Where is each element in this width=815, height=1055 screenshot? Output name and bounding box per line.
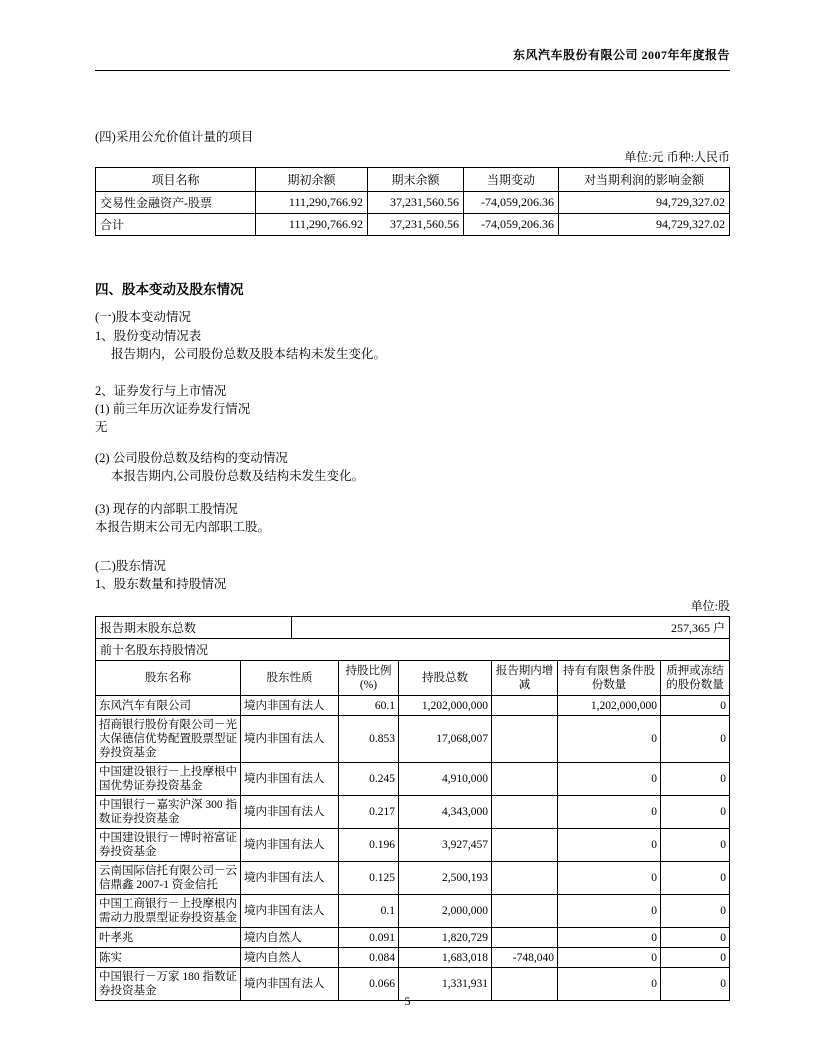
- cell-change: [492, 716, 558, 763]
- cell-closing-balance: 37,231,560.56: [368, 192, 464, 214]
- section-heading-share-changes: 四、股本变动及股东情况: [95, 282, 244, 297]
- shareholder-row: [96, 829, 730, 862]
- cell-change: [492, 895, 558, 928]
- shareholder-row: [96, 895, 730, 928]
- cell-total-shares: 1,820,729: [399, 928, 492, 948]
- fair-value-table: [95, 167, 730, 236]
- cell-shareholder-name: 东风汽车有限公司: [96, 696, 241, 716]
- cell-nature: 境内非国有法人: [241, 696, 339, 716]
- subsection-share-change: (一)股本变动情况: [95, 310, 191, 324]
- shareholder-row: [96, 763, 730, 796]
- col-header-shareholder-name: 股东名称: [96, 661, 241, 696]
- cell-nature: 境内非国有法人: [241, 968, 339, 1001]
- cell-pledged: 0: [661, 895, 730, 928]
- cell-shareholder-name: 云南国际信托有限公司－云信鼎鑫 2007-1 资金信托: [96, 862, 241, 895]
- cell-restricted: 0: [558, 895, 661, 928]
- cell-ratio: 0.245: [339, 763, 399, 796]
- cell-total-shares: 4,343,000: [399, 796, 492, 829]
- cell-change: -748,040: [492, 948, 558, 968]
- page-number: 5: [404, 994, 411, 1008]
- cell-shareholder-name: 陈实: [96, 948, 241, 968]
- cell-shareholder-name: 中国工商银行－上投摩根内需动力股票型证券投资基金: [96, 895, 241, 928]
- col-header-profit-impact: 对当期利润的影响金额: [559, 168, 730, 192]
- cell-change: [492, 928, 558, 948]
- cell-pledged: 0: [661, 796, 730, 829]
- cell-total-shares: 4,910,000: [399, 763, 492, 796]
- cell-total-shares: 2,000,000: [399, 895, 492, 928]
- shareholder-row: [96, 948, 730, 968]
- item-shareholder-count: 1、股东数量和持股情况: [95, 577, 227, 591]
- cell-closing-balance: 37,231,560.56: [368, 214, 464, 236]
- cell-restricted: 0: [558, 796, 661, 829]
- subsection-shareholders: (二)股东情况: [95, 559, 166, 573]
- cell-pledged: 0: [661, 829, 730, 862]
- cell-total-shares: 1,331,931: [399, 968, 492, 1001]
- cell-nature: 境内自然人: [241, 948, 339, 968]
- total-shareholders-label: 报告期末股东总数: [96, 617, 292, 639]
- cell-ratio: 60.1: [339, 696, 399, 716]
- item-prior-issues-none: 无: [95, 420, 108, 434]
- cell-ratio: 0.125: [339, 862, 399, 895]
- cell-opening-balance: 111,290,766.92: [256, 214, 368, 236]
- cell-restricted: 0: [558, 948, 661, 968]
- share-unit-note: 单位:股: [690, 599, 730, 613]
- col-header-holding-ratio: 持股比例(%): [339, 661, 399, 696]
- item-share-structure-change: (2) 公司股份总数及结构的变动情况: [95, 451, 288, 465]
- shareholder-row: [96, 696, 730, 716]
- cell-change: [492, 763, 558, 796]
- col-header-period-change: 当期变动: [464, 168, 559, 192]
- report-title: 东风汽车股份有限公司 2007年年度报告: [512, 48, 730, 62]
- cell-ratio: 0.084: [339, 948, 399, 968]
- col-header-restricted-shares: 持有有限售条件股份数量: [558, 661, 661, 696]
- cell-change: [492, 796, 558, 829]
- table-row: [96, 192, 730, 214]
- cell-pledged: 0: [661, 696, 730, 716]
- cell-restricted: 0: [558, 968, 661, 1001]
- cell-restricted: 1,202,000,000: [558, 696, 661, 716]
- shareholders-header-row: [96, 661, 730, 696]
- total-shareholders-value: 257,365 户: [292, 617, 730, 639]
- top-shareholders-table: [95, 660, 730, 1001]
- cell-nature: 境内非国有法人: [241, 763, 339, 796]
- cell-ratio: 0.217: [339, 796, 399, 829]
- shareholder-row: [96, 862, 730, 895]
- item-share-change-note: 报告期内，公司股份总数及股本结构未发生变化。: [111, 347, 387, 361]
- col-header-total-shares: 持股总数: [399, 661, 492, 696]
- cell-period-change: -74,059,206.36: [464, 192, 559, 214]
- item-prior-issues: (1) 前三年历次证券发行情况: [95, 402, 251, 416]
- cell-ratio: 0.091: [339, 928, 399, 948]
- cell-item-name: 合计: [96, 214, 256, 236]
- cell-total-shares: 17,068,007: [399, 716, 492, 763]
- cell-change: [492, 696, 558, 716]
- cell-nature: 境内非国有法人: [241, 716, 339, 763]
- cell-profit-impact: 94,729,327.02: [559, 192, 730, 214]
- cell-restricted: 0: [558, 829, 661, 862]
- cell-pledged: 0: [661, 928, 730, 948]
- col-header-shareholder-nature: 股东性质: [241, 661, 339, 696]
- cell-pledged: 0: [661, 763, 730, 796]
- col-header-item-name: 项目名称: [96, 168, 256, 192]
- total-shareholders-row: [96, 617, 730, 639]
- shareholder-summary-table: [95, 616, 730, 661]
- cell-pledged: 0: [661, 716, 730, 763]
- cell-ratio: 0.066: [339, 968, 399, 1001]
- cell-shareholder-name: 招商银行股份有限公司－光大保德信优势配置股票型证券投资基金: [96, 716, 241, 763]
- currency-unit-note: 单位:元 币种:人民币: [624, 150, 730, 164]
- cell-profit-impact: 94,729,327.02: [559, 214, 730, 236]
- cell-nature: 境内非国有法人: [241, 895, 339, 928]
- item-share-structure-note: 本报告期内,公司股份总数及结构未发生变化。: [111, 469, 365, 483]
- cell-pledged: 0: [661, 948, 730, 968]
- cell-shareholder-name: 叶孝兆: [96, 928, 241, 948]
- item-employee-shares: (3) 现存的内部职工股情况: [95, 502, 238, 516]
- col-header-pledged-frozen: 质押或冻结的股份数量: [661, 661, 730, 696]
- cell-change: [492, 829, 558, 862]
- cell-total-shares: 3,927,457: [399, 829, 492, 862]
- cell-shareholder-name: 中国银行－嘉实沪深 300 指数证券投资基金: [96, 796, 241, 829]
- cell-pledged: 0: [661, 862, 730, 895]
- cell-change: [492, 862, 558, 895]
- shareholder-row: [96, 716, 730, 763]
- table-row-total: [96, 214, 730, 236]
- cell-restricted: 0: [558, 862, 661, 895]
- cell-ratio: 0.196: [339, 829, 399, 862]
- col-header-opening-balance: 期初余额: [256, 168, 368, 192]
- cell-opening-balance: 111,290,766.92: [256, 192, 368, 214]
- item-employee-shares-note: 本报告期末公司无内部职工股。: [95, 520, 271, 534]
- cell-item-name: 交易性金融资产-股票: [96, 192, 256, 214]
- cell-shareholder-name: 中国银行－万家 180 指数证券投资基金: [96, 968, 241, 1001]
- top10-caption: 前十名股东持股情况: [96, 639, 730, 661]
- cell-ratio: 0.1: [339, 895, 399, 928]
- cell-nature: 境内非国有法人: [241, 796, 339, 829]
- cell-ratio: 0.853: [339, 716, 399, 763]
- fair-value-header-row: [96, 168, 730, 192]
- cell-pledged: 0: [661, 968, 730, 1001]
- cell-restricted: 0: [558, 716, 661, 763]
- col-header-period-change: 报告期内增减: [492, 661, 558, 696]
- cell-restricted: 0: [558, 763, 661, 796]
- page-content: [0, 127, 815, 1001]
- cell-total-shares: 2,500,193: [399, 862, 492, 895]
- fair-value-heading: (四)采用公允价值计量的项目: [95, 130, 254, 144]
- shareholder-row: [96, 928, 730, 948]
- cell-shareholder-name: 中国建设银行－博时裕富证券投资基金: [96, 829, 241, 862]
- shareholder-row: [96, 796, 730, 829]
- document-header: [95, 0, 730, 71]
- col-header-closing-balance: 期末余额: [368, 168, 464, 192]
- item-share-change-table: 1、股份变动情况表: [95, 329, 202, 343]
- cell-nature: 境内非国有法人: [241, 829, 339, 862]
- page-footer: [0, 994, 815, 1009]
- cell-total-shares: 1,683,018: [399, 948, 492, 968]
- cell-nature: 境内自然人: [241, 928, 339, 948]
- cell-total-shares: 1,202,000,000: [399, 696, 492, 716]
- cell-nature: 境内非国有法人: [241, 862, 339, 895]
- item-securities-issue: 2、证券发行与上市情况: [95, 384, 227, 398]
- cell-restricted: 0: [558, 928, 661, 948]
- cell-shareholder-name: 中国建设银行－上投摩根中国优势证券投资基金: [96, 763, 241, 796]
- top10-caption-row: [96, 639, 730, 661]
- cell-period-change: -74,059,206.36: [464, 214, 559, 236]
